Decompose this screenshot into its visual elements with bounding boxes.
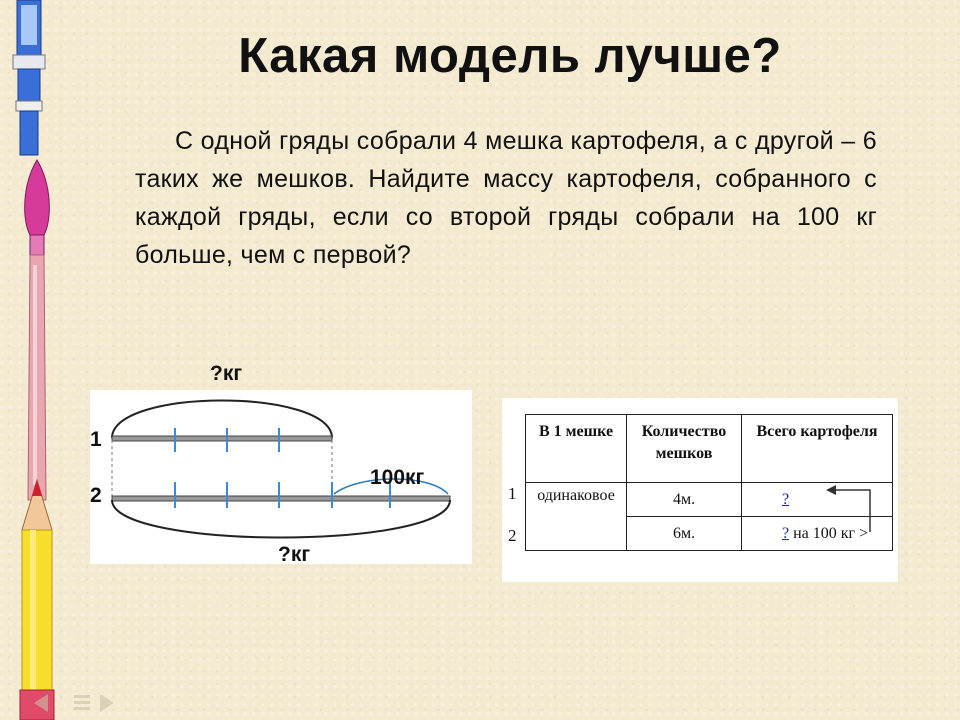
slide-navigation[interactable]: [4, 690, 124, 716]
total-difference-text: на 100 кг >: [793, 524, 869, 542]
top-total-label: ?кг: [210, 362, 243, 385]
prev-slide-icon[interactable]: [34, 694, 48, 712]
pencil-icon: [20, 480, 54, 720]
problem-text: С одной гряды собрали 4 мешка картофеля, а с другой – 6 таких же мешков. Найдите массу картофеля, собранного с каждой гряды, если со второй гряды собрали на 100 кг больше, чем с первой?: [135, 127, 877, 269]
table-row2-number: 2: [508, 526, 517, 545]
row1-segment: [112, 436, 332, 441]
header-bag-count: Количество мешков: [627, 415, 742, 483]
difference-label: 100кг: [370, 466, 425, 489]
header-total: Всего картофеля: [742, 415, 893, 483]
table-row1-number: 1: [508, 484, 517, 503]
bottom-total-label: ?кг: [278, 543, 311, 566]
bottom-brace: [112, 500, 450, 538]
top-brace: [112, 401, 332, 439]
row2-label: 2: [90, 484, 102, 507]
table-model-panel: [502, 398, 898, 582]
cell-bags-row1: 4м.: [627, 483, 742, 517]
paintbrush-icon: [25, 160, 50, 500]
art-supplies-decoration: [0, 0, 75, 720]
table-header-row: [526, 415, 893, 483]
question-mark: ?: [782, 524, 790, 542]
next-slide-icon[interactable]: [100, 694, 114, 712]
page-title: Какая модель лучше?: [238, 29, 782, 83]
row2-ticks: [175, 482, 390, 508]
question-mark: ?: [782, 490, 790, 508]
cell-bags-row2: 6м.: [627, 517, 742, 551]
arrow-icon: [822, 480, 882, 536]
menu-icon[interactable]: [74, 695, 90, 710]
header-per-bag: В 1 мешке: [526, 415, 627, 483]
cell-per-bag: одинаковое: [526, 483, 627, 551]
row2-segment: [112, 496, 450, 501]
row1-label: 1: [90, 428, 102, 451]
